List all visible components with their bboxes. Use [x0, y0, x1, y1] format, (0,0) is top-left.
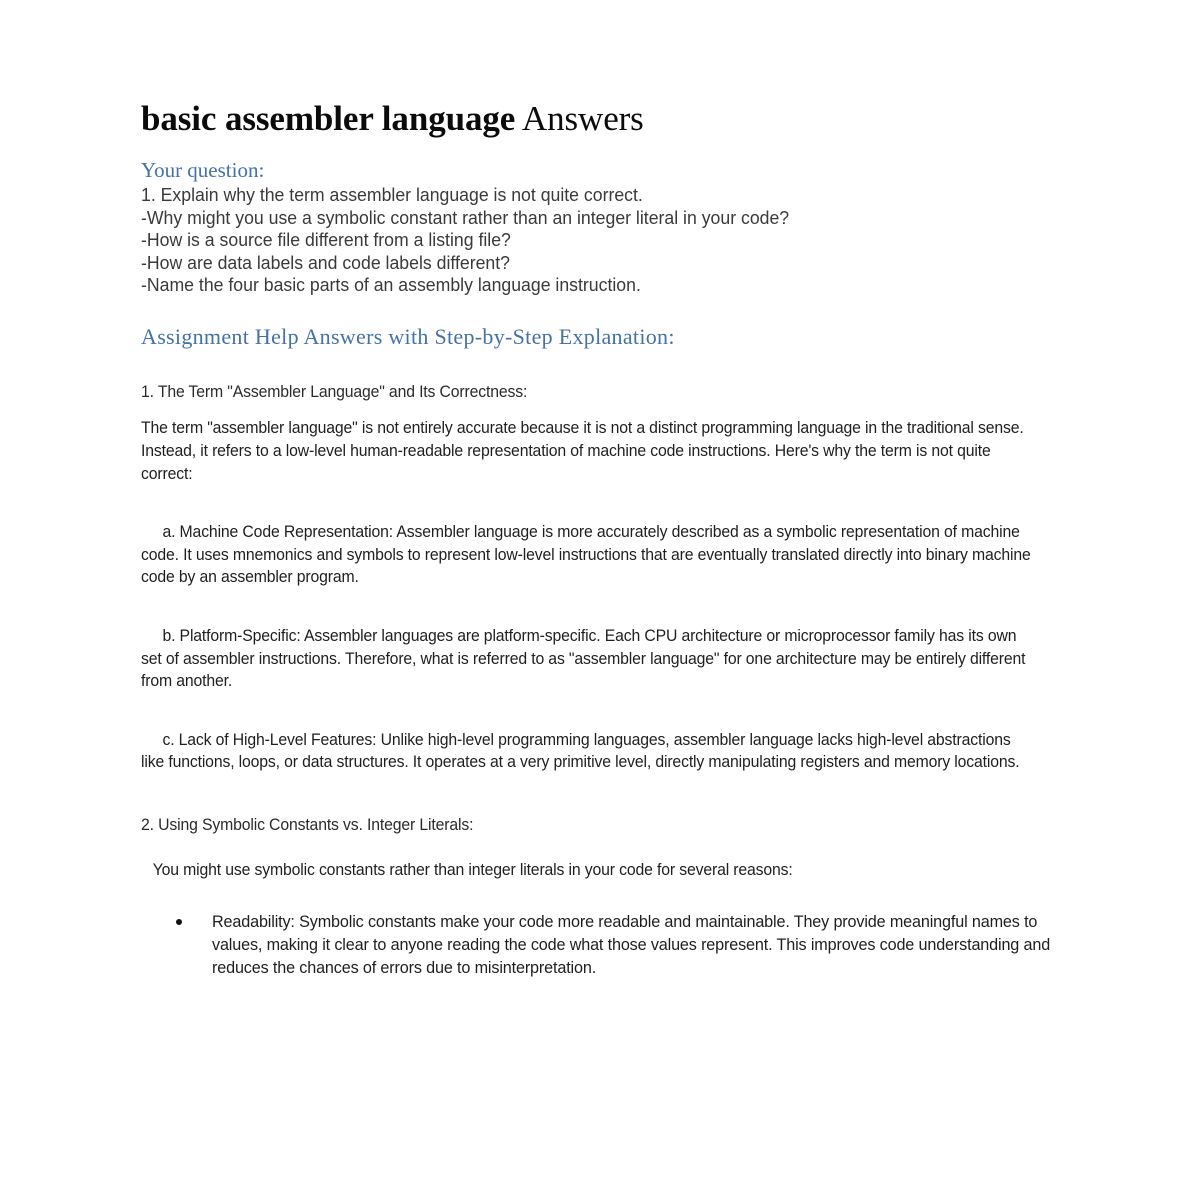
question-line-5: -Name the four basic parts of an assembly language instruction.: [141, 274, 641, 296]
bullet-dot-icon: [176, 919, 182, 925]
question-line-2: -Why might you use a symbolic constant rather than an integer literal in your code?: [141, 206, 790, 228]
question-list: [141, 184, 1056, 297]
list-item-text: Readability: Symbolic constants make your code more readable and maintainable. They provide meaningful names to values, making it clear to anyone reading the code what those values represent. This improves code understanding and reduces the chances of errors due to misinterpretation.: [212, 913, 1051, 977]
your-question-label: Your question:: [141, 158, 265, 182]
question-line-1: 1. Explain why the term assembler language is not quite correct.: [141, 184, 643, 205]
document-content: [141, 98, 1056, 979]
answer-item-2-intro: You might use symbolic constants rather than integer literals in your code for several reasons:: [152, 860, 793, 879]
answers-body: [141, 381, 1056, 979]
question-line-4: -How are data labels and code labels different?: [141, 251, 510, 273]
answer-item-1-sub-c: c. Lack of High-Level Features: Unlike high-level programming languages, assembler language lacks high-level abstractions like functions, loops, or data structures. It operates at a very primitive level, directly manipulating registers and memory locations.: [141, 730, 1020, 772]
page-title-suffix: Answers: [515, 99, 644, 138]
page-title: [141, 98, 1056, 140]
answers-section-heading: Assignment Help Answers with Step-by-Step Explanation:: [141, 323, 675, 349]
answer-item-1-sub-a: a. Machine Code Representation: Assembler language is more accurately described as a symbolic representation of machine code. It uses mnemonics and symbols to represent low-level instructions that are eventually translated directly into binary machine code by an assembler program.: [141, 523, 1031, 587]
question-line-3: -How is a source file different from a listing file?: [141, 229, 511, 251]
answer-item-2-bullet-list: [141, 911, 1056, 979]
answer-item-2-heading: 2. Using Symbolic Constants vs. Integer Literals:: [141, 816, 474, 834]
page-title-keyword: basic assembler language: [141, 99, 516, 138]
list-item: [141, 911, 1056, 979]
answer-item-1-sub-b: b. Platform-Specific: Assembler languages are platform-specific. Each CPU architecture or microprocessor family has its own set of assembler instructions. Therefore, what is referred to as "assembler language" for one architecture may be entirely different from another.: [141, 627, 1026, 691]
answer-item-1-intro: The term "assembler language" is not entirely accurate because it is not a distinct programming language in the traditional sense. Instead, it refers to a low-level human-readable representation of machine code instructions. Here's why the term is not quite correct:: [141, 419, 1024, 483]
answer-item-1-heading: 1. The Term "Assembler Language" and Its Correctness:: [141, 382, 528, 401]
